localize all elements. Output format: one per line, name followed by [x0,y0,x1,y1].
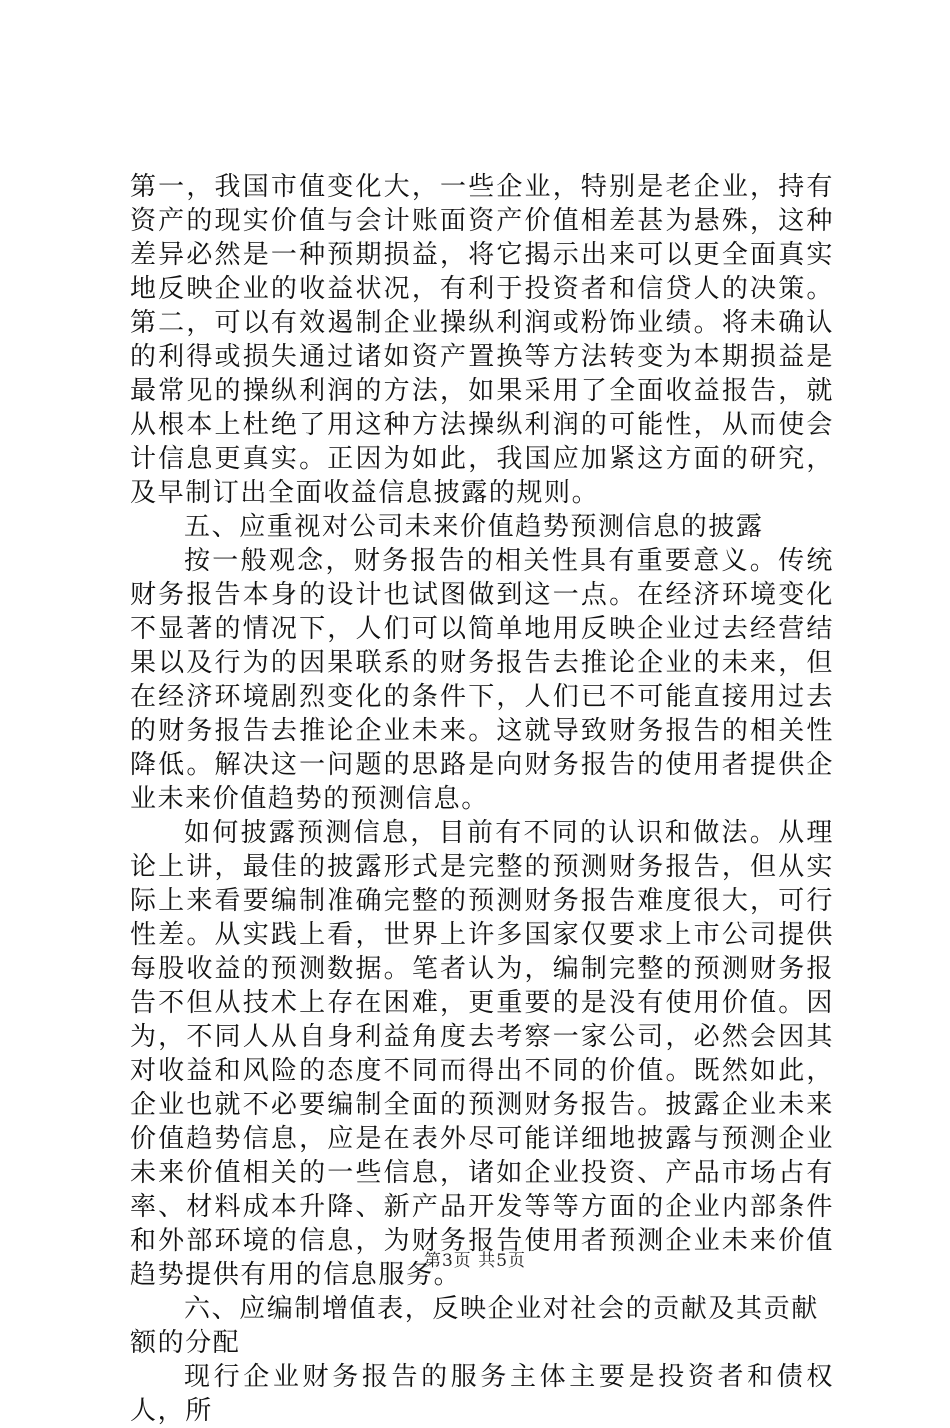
page-footer: 第3页 共5页 [423,1251,527,1271]
section-heading-5: 五、应重视对公司未来价值趋势预测信息的披露 [184,512,764,542]
paragraph-value-added: 现行企业财务报告的服务主体主要是投资者和债权人，所 [130,1362,834,1426]
paragraph-comprehensive-income: 第一，我国市值变化大，一些企业，特别是老企业，持有资产的现实价值与会计账面资产价值相差甚为悬殊，这种差异必然是一种预期损益，将它揭示出来可以更全面真实地反映企业的收益状况，有利于投资者和信贷人的决策。第二，可以有效遏制企业操纵利润或粉饰业绩。将未确认的利得或损失通过诸如资产置换等方法转变为本期损益是最常见的操纵利润的方法，如果采用了全面收益报告，就从根本上杜绝了用这种方法操纵利润的可能性，从而使会计信息更真实。正因为如此，我国应加紧这方面的研究，及早制订出全面收益信息披露的规则。 [130,172,834,508]
paragraph-relevance: 按一般观念，财务报告的相关性具有重要意义。传统财务报告本身的设计也试图做到这一点。在经济环境变化不显著的情况下，人们可以简单地用反映企业过去经营结果以及行为的因果联系的财务报告去推论企业的未来，但在经济环境剧烈变化的条件下，人们已不可能直接用过去的财务报告去推论企业未来。这就导致财务报告的相关性降低。解决这一问题的思路是向财务报告的使用者提供企业未来价值趋势的预测信息。 [130,546,834,814]
document-body [130,170,834,1428]
section-heading-6: 六、应编制增值表，反映企业对社会的贡献及其贡献额的分配 [130,1294,819,1358]
paragraph-forecast-disclosure: 如何披露预测信息，目前有不同的认识和做法。从理论上讲，最佳的披露形式是完整的预测财务报告，但从实际上来看要编制准确完整的预测财务报告难度很大，可行性差。从实践上看，世界上许多国家仅要求上市公司提供每股收益的预测数据。笔者认为，编制完整的预测财务报告不但从技术上存在困难，更重要的是没有使用价值。因为，不同人从自身利益角度去考察一家公司，必然会因其对收益和风险的态度不同而得出不同的价值。既然如此，企业也就不必要编制全面的预测财务报告。披露企业未来价值趋势信息，应是在表外尽可能详细地披露与预测企业未来价值相关的一些信息，诸如企业投资、产品市场占有率、材料成本升降、新产品开发等等方面的企业内部条件和外部环境的信息，为财务报告使用者预测企业未来价值趋势提供有用的信息服务。 [130,818,834,1290]
